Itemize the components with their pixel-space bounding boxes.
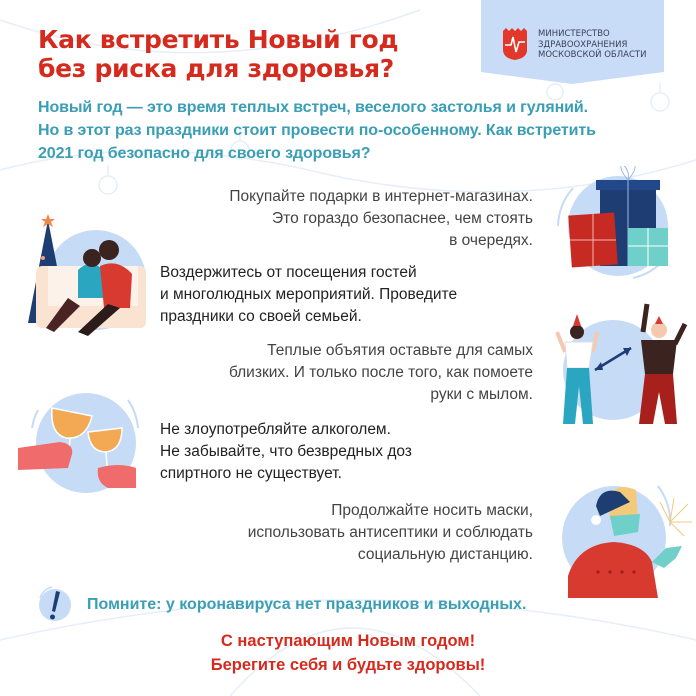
couple-on-sofa-icon <box>8 208 158 343</box>
masked-person-icon <box>548 476 693 598</box>
gift-boxes-icon <box>548 166 688 281</box>
exclamation-icon <box>34 584 76 626</box>
tip-avoid-gatherings: Воздержитесь от посещения гостей и многолюдных мероприятий. Проведите праздники со своей семьей. <box>160 264 458 325</box>
tip-hugs-handwashing: Теплые объятия оставьте для самых близких. И только после того, как помоете руки с мылом. <box>228 342 533 403</box>
tip-masks-distance: Продолжайте носить маски, использовать антисептики и соблюдать социальную дистанцию. <box>247 502 533 563</box>
distanced-people-icon <box>535 302 695 428</box>
champagne-glasses-icon <box>18 388 153 498</box>
tip-online-shopping: Покупайте подарки в интернет-магазинах. Это гораздо безопаснее, чем стоять в очередях. <box>229 188 533 249</box>
ministry-name: МИНИСТЕРСТВО ЗДРАВООХРАНЕНИЯ МОСКОВСКОЙ ОБЛАСТИ <box>538 29 647 60</box>
heartbeat-crest-icon <box>503 28 527 60</box>
new-year-greeting: С наступающим Новым годом! Берегите себя и будьте здоровы! <box>210 632 486 674</box>
title-line-1: Как встретить Новый год <box>38 25 399 54</box>
reminder-text: Помните: у коронавируса нет праздников и выходных. <box>87 596 527 613</box>
page-title <box>38 25 398 83</box>
title-line-2: без риска для здоровья? <box>38 54 394 83</box>
intro-text: Новый год — это время теплых встреч, веселого застолья и гуляний. Но в этот раз праздники стоит провести по-особенному. Как встретить 2021 год безопасно для своего здоровья? <box>38 99 596 162</box>
tip-alcohol: Не злоупотребляйте алкоголем. Не забывайте, что безвредных доз спиртного не существует. <box>160 421 412 482</box>
